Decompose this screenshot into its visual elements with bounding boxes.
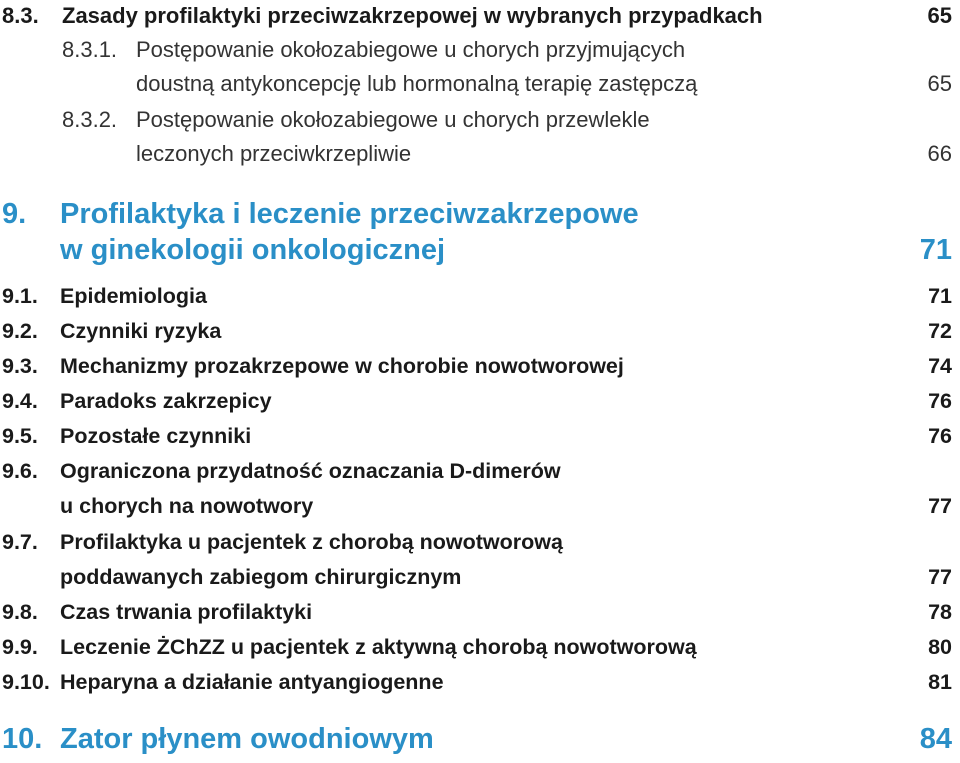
toc-title: Epidemiologia bbox=[60, 284, 207, 308]
toc-title: Czas trwania profilaktyki bbox=[60, 600, 313, 624]
toc-page-number: 77 bbox=[928, 565, 952, 589]
toc-number: 8.3.2. bbox=[62, 107, 118, 132]
toc-number: 9.7. bbox=[2, 530, 38, 554]
toc-title: Zasady profilaktyki przeciwzakrzepowej w wybranych przypadkach bbox=[62, 3, 763, 28]
chapter-title-line-1: Profilaktyka i leczenie przeciwzakrzepowe bbox=[60, 198, 639, 230]
toc-number: 9.10. bbox=[2, 670, 50, 694]
toc-number: 9.2. bbox=[2, 319, 38, 343]
toc-title-line-1: Postępowanie okołozabiegowe u chorych przyjmujących bbox=[136, 37, 686, 62]
toc-number: 9.4. bbox=[2, 389, 38, 413]
toc-number: 9.1. bbox=[2, 284, 38, 308]
toc-title-line-1: Postępowanie okołozabiegowe u chorych przewlekle bbox=[136, 107, 650, 132]
chapter-title: Zator płynem owodniowym bbox=[60, 723, 434, 755]
toc-title-line-1: Ograniczona przydatność oznaczania D-dimerów bbox=[60, 459, 561, 483]
toc-page-number: 81 bbox=[928, 670, 952, 694]
toc-page-number: 66 bbox=[927, 141, 952, 166]
chapter-number: 10. bbox=[2, 723, 43, 755]
toc-number: 9.3. bbox=[2, 354, 38, 378]
toc-title-line-2: u chorych na nowotwory bbox=[60, 494, 314, 518]
toc-title-line-1: Profilaktyka u pacjentek z chorobą nowotworową bbox=[60, 530, 563, 554]
toc-page-number: 74 bbox=[928, 354, 952, 378]
toc-number: 9.9. bbox=[2, 635, 38, 659]
toc-number: 9.6. bbox=[2, 459, 38, 483]
toc-title: Pozostałe czynniki bbox=[60, 424, 252, 448]
chapter-title-line-2: w ginekologii onkologicznej bbox=[60, 234, 446, 266]
toc-page-number: 80 bbox=[928, 635, 952, 659]
toc-title: Heparyna a działanie antyangiogenne bbox=[60, 670, 444, 694]
toc-number: 9.5. bbox=[2, 424, 38, 448]
chapter-page-number: 84 bbox=[919, 723, 952, 755]
toc-title-line-2: doustną antykoncepcję lub hormonalną terapię zastępczą bbox=[136, 71, 698, 96]
toc-page-number: 78 bbox=[928, 600, 952, 624]
chapter-page-number: 71 bbox=[919, 234, 952, 266]
chapter-number: 9. bbox=[2, 198, 27, 230]
toc-title: Leczenie ŻChZZ u pacjentek z aktywną chorobą nowotworową bbox=[60, 635, 697, 659]
toc-title: Paradoks zakrzepicy bbox=[60, 389, 272, 413]
toc-page-number: 65 bbox=[927, 3, 952, 28]
toc-title: Czynniki ryzyka bbox=[60, 319, 222, 343]
toc-page-number: 76 bbox=[928, 389, 952, 413]
toc-page-number: 71 bbox=[928, 284, 952, 308]
toc-title: Mechanizmy prozakrzepowe w chorobie nowotworowej bbox=[60, 354, 624, 378]
toc-title-line-2: poddawanych zabiegom chirurgicznym bbox=[60, 565, 462, 589]
toc-number: 8.3.1. bbox=[62, 37, 118, 62]
toc-title-line-2: leczonych przeciwkrzepliwie bbox=[136, 141, 412, 166]
toc-page-number: 76 bbox=[928, 424, 952, 448]
toc-number: 8.3. bbox=[2, 3, 39, 28]
toc-number: 9.8. bbox=[2, 600, 38, 624]
toc-page-number: 72 bbox=[928, 319, 952, 343]
toc-page-number: 65 bbox=[927, 71, 952, 96]
toc-page-number: 77 bbox=[928, 494, 952, 518]
